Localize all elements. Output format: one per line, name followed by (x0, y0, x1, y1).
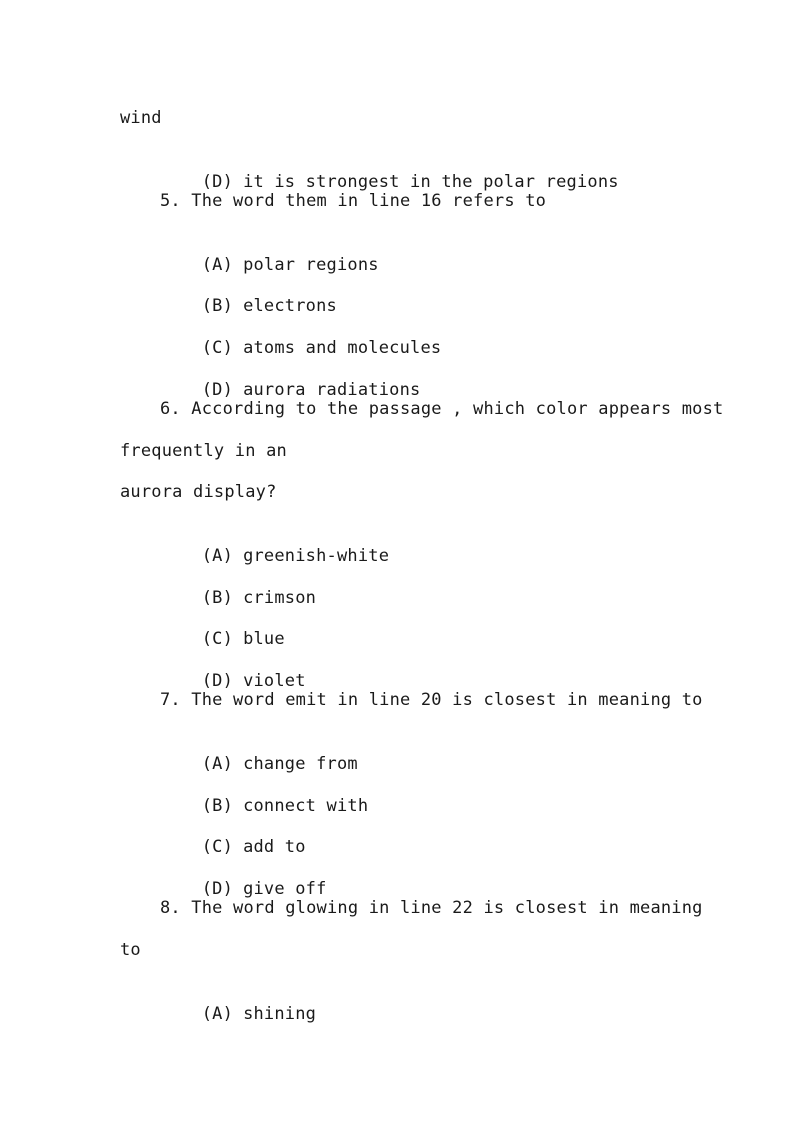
option-label: (D) (201, 380, 234, 400)
question-8-continued: to (120, 940, 141, 960)
option-label: (B) (201, 796, 234, 816)
option-label: (D) (201, 671, 234, 691)
option-text: greenish-white (243, 546, 390, 566)
question-8: 8. The word glowing in line 22 is closest in meaning (160, 898, 703, 918)
option-text: it is strongest in the polar regions (243, 172, 619, 192)
option-label: (A) (201, 1004, 234, 1024)
q8-option-a (160, 981, 316, 1047)
option-text: change from (243, 754, 358, 774)
question-6-continued: frequently in an (120, 441, 287, 461)
option-text: atoms and molecules (243, 338, 442, 358)
option-text: blue (243, 629, 285, 649)
option-label: (B) (201, 588, 234, 608)
question-7: 7. The word emit in line 20 is closest in meaning to (160, 690, 703, 710)
option-label: (A) (201, 546, 234, 566)
option-text: give off (243, 879, 327, 899)
option-label: (D) (201, 172, 234, 192)
option-text: polar regions (243, 255, 379, 275)
option-text: aurora radiations (243, 380, 421, 400)
option-label: (B) (201, 296, 234, 316)
option-label: (C) (201, 338, 234, 358)
question-6: 6. According to the passage , which color appears most (160, 399, 724, 419)
option-text: connect with (243, 796, 369, 816)
option-label: (D) (201, 879, 234, 899)
option-text: violet (243, 671, 306, 691)
option-label: (C) (201, 629, 234, 649)
question-5: 5. The word them in line 16 refers to (160, 191, 547, 211)
continued-option-text: wind (120, 108, 162, 128)
option-text: shining (243, 1004, 317, 1024)
option-label: (A) (201, 255, 234, 275)
question-6-continued: aurora display? (120, 482, 277, 502)
option-text: add to (243, 837, 306, 857)
option-label: (A) (201, 754, 234, 774)
option-text: electrons (243, 296, 337, 316)
option-text: crimson (243, 588, 317, 608)
option-label: (C) (201, 837, 234, 857)
